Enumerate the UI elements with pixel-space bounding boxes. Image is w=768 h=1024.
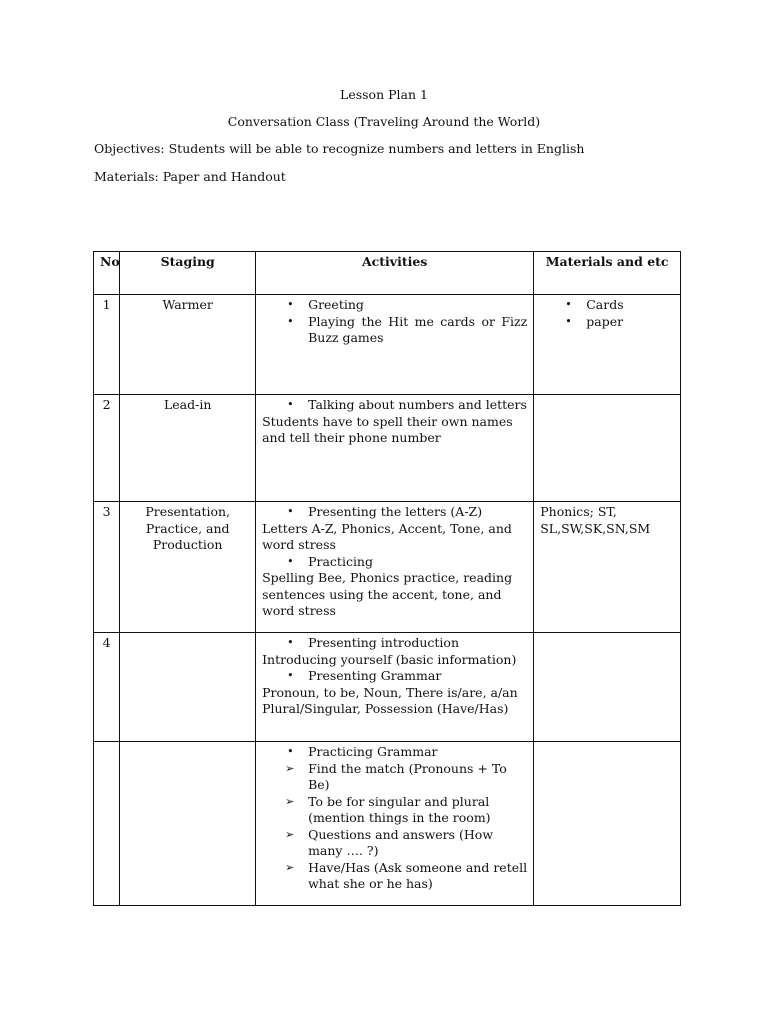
table-row bbox=[94, 742, 681, 906]
row-staging: Warmer bbox=[120, 295, 256, 395]
row-activities bbox=[256, 742, 534, 906]
list-item: • Playing the Hit me cards or Fizz Buzz games bbox=[308, 314, 527, 347]
activity-text: Introducing yourself (basic information) bbox=[262, 651, 517, 667]
activity-text: Pronoun, to be, Noun, There is/are, a/an Plural/Singular, Possession (Have/Has) bbox=[262, 684, 518, 716]
table-row bbox=[94, 395, 681, 502]
table-header-row bbox=[94, 252, 681, 295]
row-activities bbox=[256, 502, 534, 633]
list-item: • Cards bbox=[586, 297, 674, 314]
lesson-title: Lesson Plan 1 bbox=[340, 87, 428, 102]
list-item: • Presenting Grammar bbox=[308, 668, 527, 685]
list-item: • Greeting bbox=[308, 297, 527, 314]
row-no: 4 bbox=[94, 633, 120, 742]
activity-text: Letters A-Z, Phonics, Accent, Tone, and word stress bbox=[262, 520, 512, 552]
row-materials bbox=[534, 295, 681, 395]
activity-list bbox=[262, 504, 527, 521]
list-item: ➢ Questions and answers (How many …. ?) bbox=[308, 827, 527, 860]
list-item: ➢ To be for singular and plural (mention things in the room) bbox=[308, 794, 527, 827]
list-item: • Presenting introduction bbox=[308, 635, 527, 652]
materials-list bbox=[540, 297, 674, 330]
row-staging bbox=[120, 742, 256, 906]
row-no: 2 bbox=[94, 395, 120, 502]
lesson-plan-table bbox=[93, 251, 681, 906]
activity-list bbox=[262, 554, 527, 571]
list-item: • Presenting the letters (A-Z) bbox=[308, 504, 527, 521]
objectives-line: Objectives: Students will be able to recognize numbers and letters in English bbox=[94, 141, 585, 156]
header-materials: Materials and etc bbox=[534, 252, 681, 295]
row-activities bbox=[256, 633, 534, 742]
table-row bbox=[94, 633, 681, 742]
row-materials bbox=[534, 633, 681, 742]
list-item: ➢ Have/Has (Ask someone and retell what she or he has) bbox=[308, 860, 527, 893]
materials-line: Materials: Paper and Handout bbox=[94, 169, 286, 184]
list-item: ➢ Find the match (Pronouns + To Be) bbox=[308, 761, 527, 794]
activity-text: Students have to spell their own names and tell their phone number bbox=[262, 413, 513, 445]
list-item: • Practicing Grammar bbox=[308, 744, 527, 761]
activity-text: Spelling Bee, Phonics practice, reading sentences using the accent, tone, and word stress bbox=[262, 570, 513, 618]
header-no: No bbox=[94, 252, 120, 295]
row-no: 1 bbox=[94, 295, 120, 395]
row-materials bbox=[534, 742, 681, 906]
activity-list bbox=[262, 744, 527, 761]
row-materials: Phonics; ST, SL,SW,SK,SN,SM bbox=[534, 502, 681, 633]
list-item: • Talking about numbers and letters bbox=[308, 397, 527, 414]
header-activities: Activities bbox=[256, 252, 534, 295]
row-no: 3 bbox=[94, 502, 120, 633]
list-item: • paper bbox=[586, 314, 674, 331]
sub-activity-list bbox=[262, 761, 527, 893]
table-row bbox=[94, 295, 681, 395]
activity-list bbox=[262, 668, 527, 685]
row-activities bbox=[256, 295, 534, 395]
table-row bbox=[94, 502, 681, 633]
row-staging: Presentation, Practice, and Production bbox=[120, 502, 256, 633]
activity-list bbox=[262, 297, 527, 347]
row-no bbox=[94, 742, 120, 906]
activity-list bbox=[262, 635, 527, 652]
list-item: • Practicing bbox=[308, 554, 527, 571]
lesson-subtitle: Conversation Class (Traveling Around the World) bbox=[227, 114, 541, 129]
row-activities bbox=[256, 395, 534, 502]
row-staging bbox=[120, 633, 256, 742]
row-staging: Lead-in bbox=[120, 395, 256, 502]
row-materials bbox=[534, 395, 681, 502]
header-staging: Staging bbox=[120, 252, 256, 295]
activity-list bbox=[262, 397, 527, 414]
